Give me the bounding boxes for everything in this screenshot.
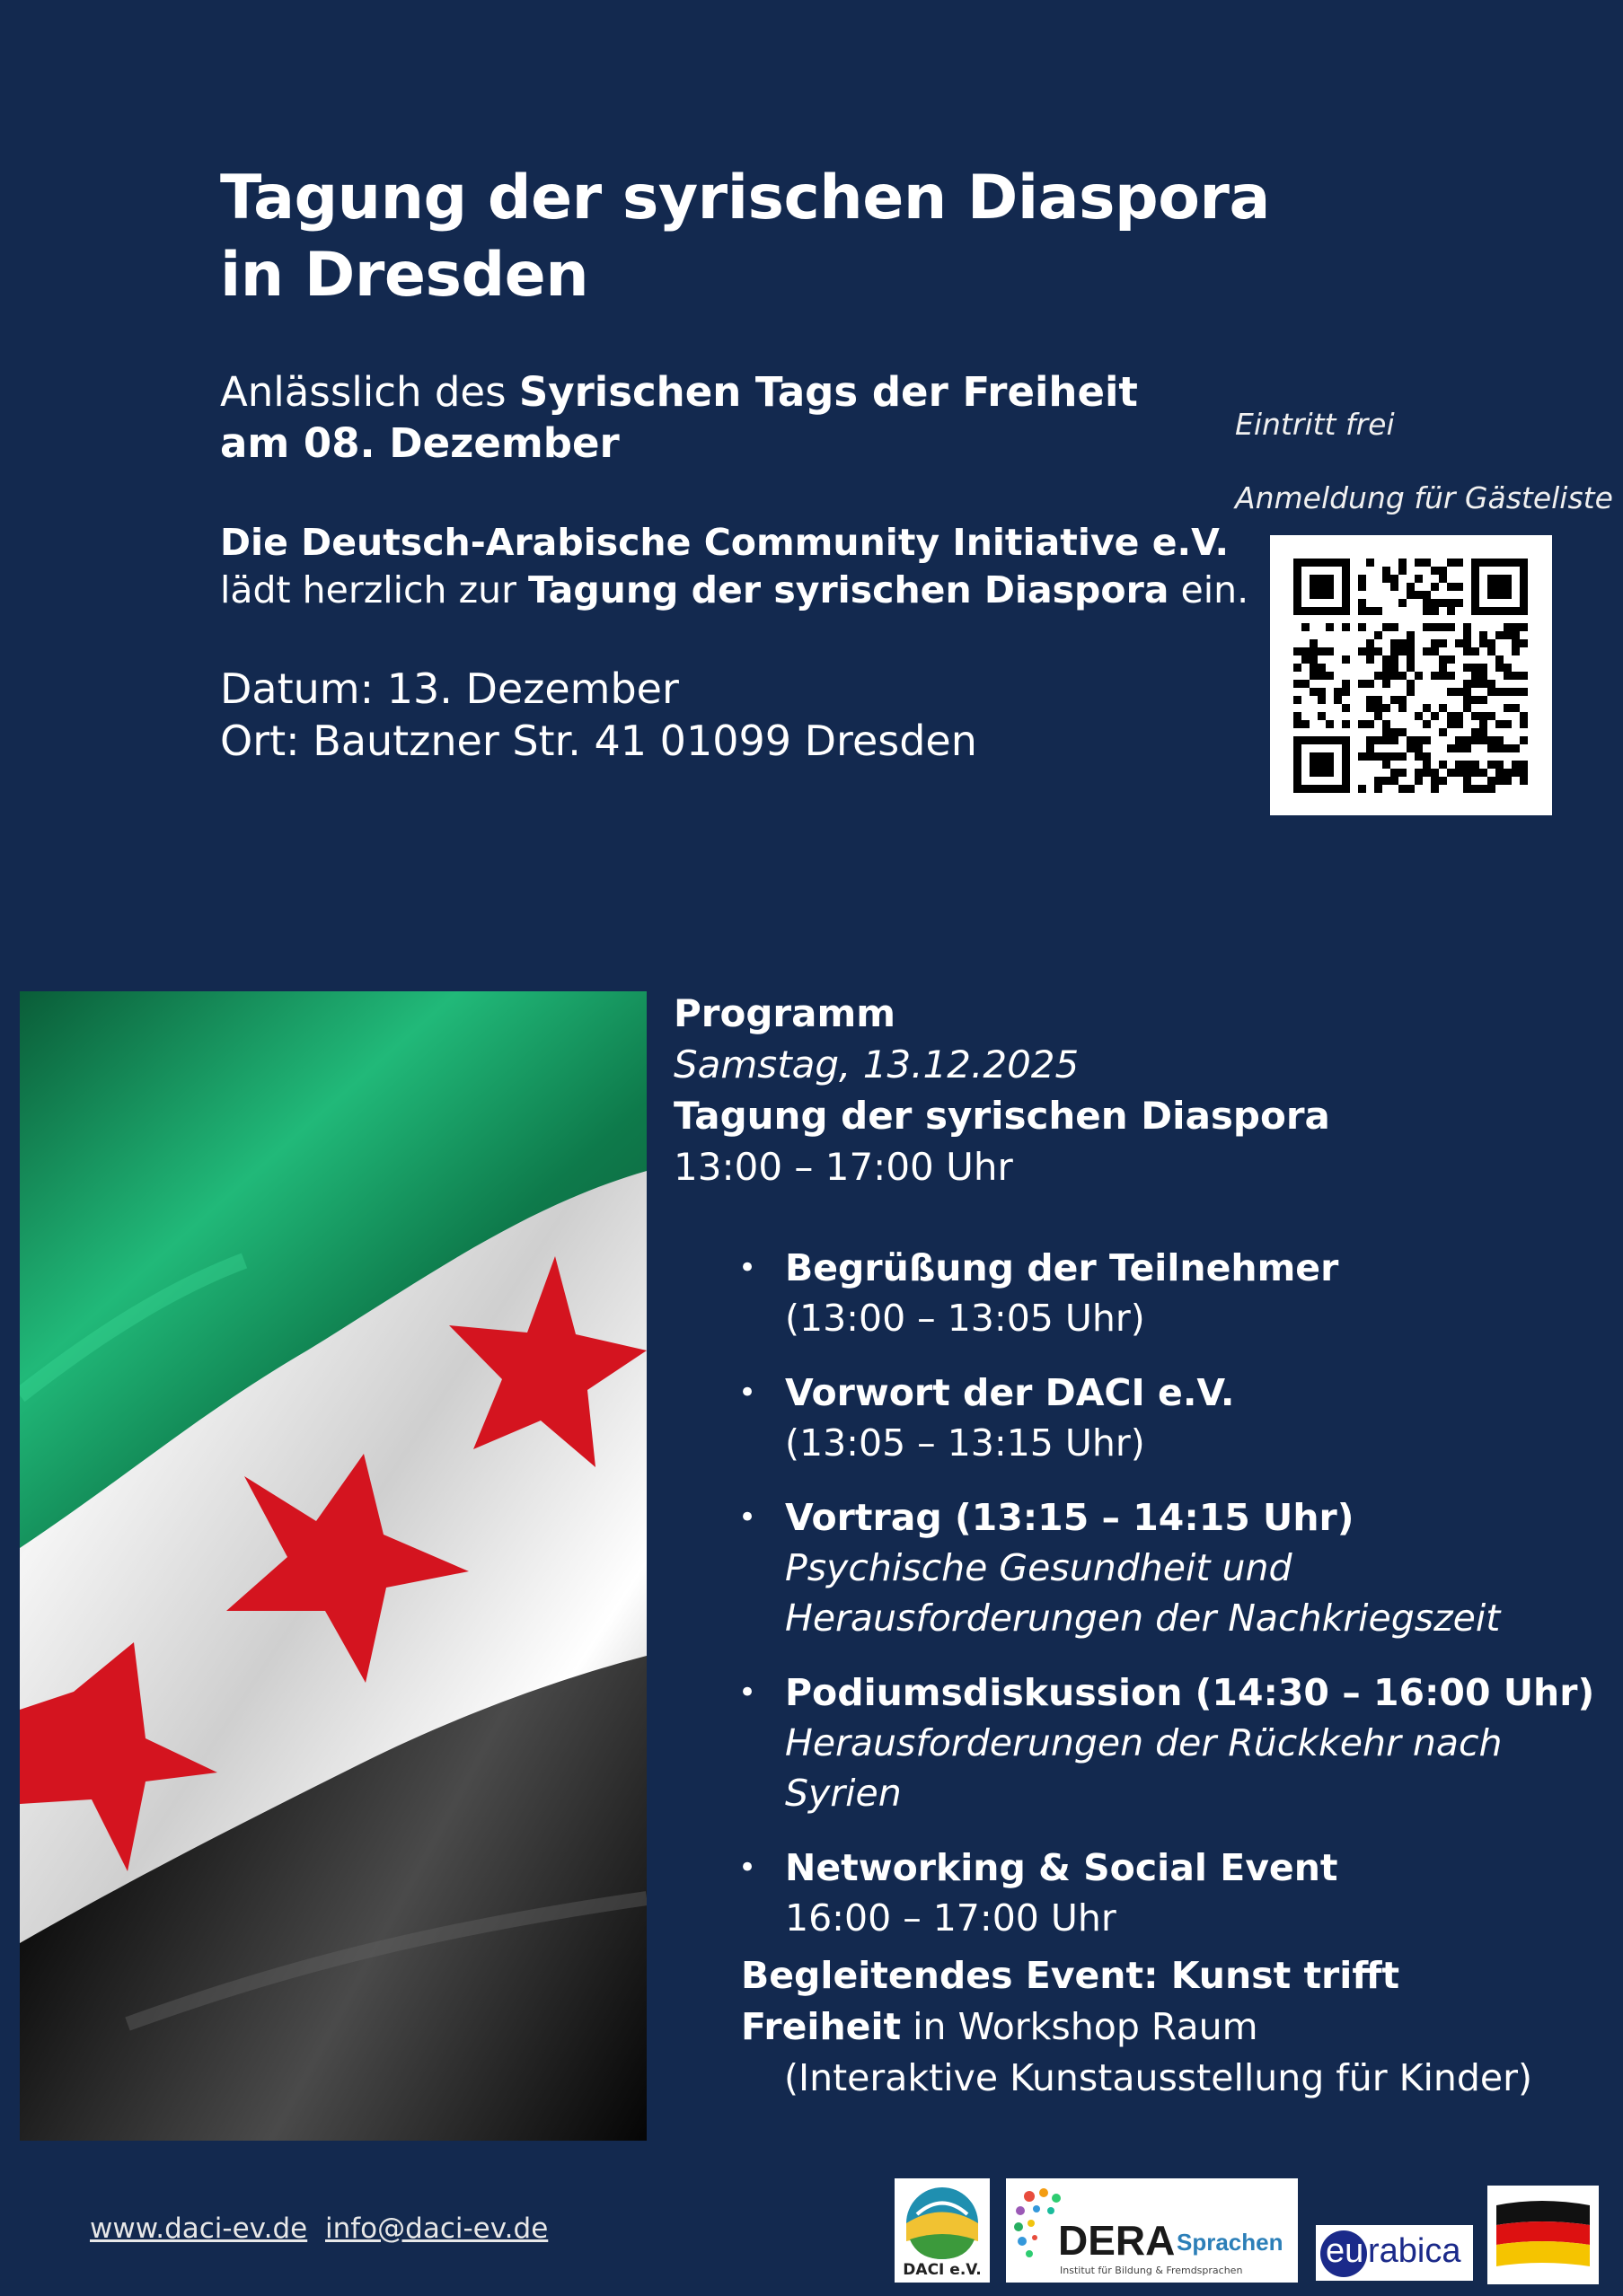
list-item: • Vortrag (13:15 – 14:15 Uhr) Psychische Gesundheit und Herausforderungen der Nachkriegszeit (738, 1492, 1619, 1643)
program-header (674, 988, 1330, 1192)
program-date: Samstag, 13.12.2025 (674, 1042, 1080, 1086)
bullet-icon: • (738, 1250, 757, 1286)
accompanying-event: Begleitendes Event: Kunst trifft Freiheit in Workshop Raum (Interaktive Kunstausstellung für Kinder) (741, 1954, 1532, 2099)
bullet-icon: • (738, 1500, 757, 1535)
list-item: • Networking & Social Event 16:00 – 17:00 Uhr (738, 1843, 1619, 1943)
website-link[interactable]: www.daci-ev.de (90, 2212, 308, 2245)
invitation-text: Die Deutsch-Arabische Community Initiative e.V. lädt herzlich zur Tagung der syrischen Diaspora ein. (220, 521, 1249, 611)
flag-illustration (20, 991, 647, 2141)
list-item: • Begrüßung der Teilnehmer (13:00 – 13:05 Uhr) (738, 1243, 1619, 1343)
page-title: Tagung der syrischen Diaspora in Dresden (220, 163, 1270, 311)
eurabica-logo: eu rabica (1316, 2225, 1473, 2281)
dera-logo: DERA Sprachen Institut für Bildung & Fremdsprachen (1006, 2178, 1298, 2283)
qr-code-icon (1270, 535, 1552, 815)
german-flag-logo (1487, 2186, 1599, 2284)
occasion-text: Anlässlich des Syrischen Tags der Freiheit am 08. Dezember (220, 368, 1138, 467)
german-flag-icon (1487, 2186, 1599, 2284)
syrian-flag-image (20, 991, 647, 2141)
bullet-icon: • (738, 1850, 757, 1886)
daci-logo: DACI e.V. (895, 2178, 990, 2283)
signup-note: Anmeldung für Gästeliste (1235, 480, 1613, 515)
event-details (220, 663, 977, 767)
list-item: • Podiumsdiskussion (14:30 – 16:00 Uhr) Herausforderungen der Rückkehr nach Syrien (738, 1667, 1619, 1818)
program-list (738, 1243, 1619, 1967)
event-place: Ort: Bautzner Str. 41 01099 Dresden (220, 717, 977, 765)
list-item: • Vorwort der DACI e.V. (13:05 – 13:15 Uhr) (738, 1368, 1619, 1468)
bullet-icon: • (738, 1375, 757, 1411)
email-link[interactable]: info@daci-ev.de (325, 2212, 549, 2245)
program-heading: Programm (674, 991, 895, 1035)
bullet-icon: • (738, 1675, 757, 1711)
event-date: Datum: 13. Dezember (220, 664, 679, 713)
registration-qr-code[interactable] (1270, 535, 1552, 815)
entry-free-note: Eintritt frei (1235, 407, 1395, 442)
program-event: Tagung der syrischen Diaspora (674, 1094, 1330, 1138)
program-time: 13:00 – 17:00 Uhr (674, 1145, 1013, 1189)
